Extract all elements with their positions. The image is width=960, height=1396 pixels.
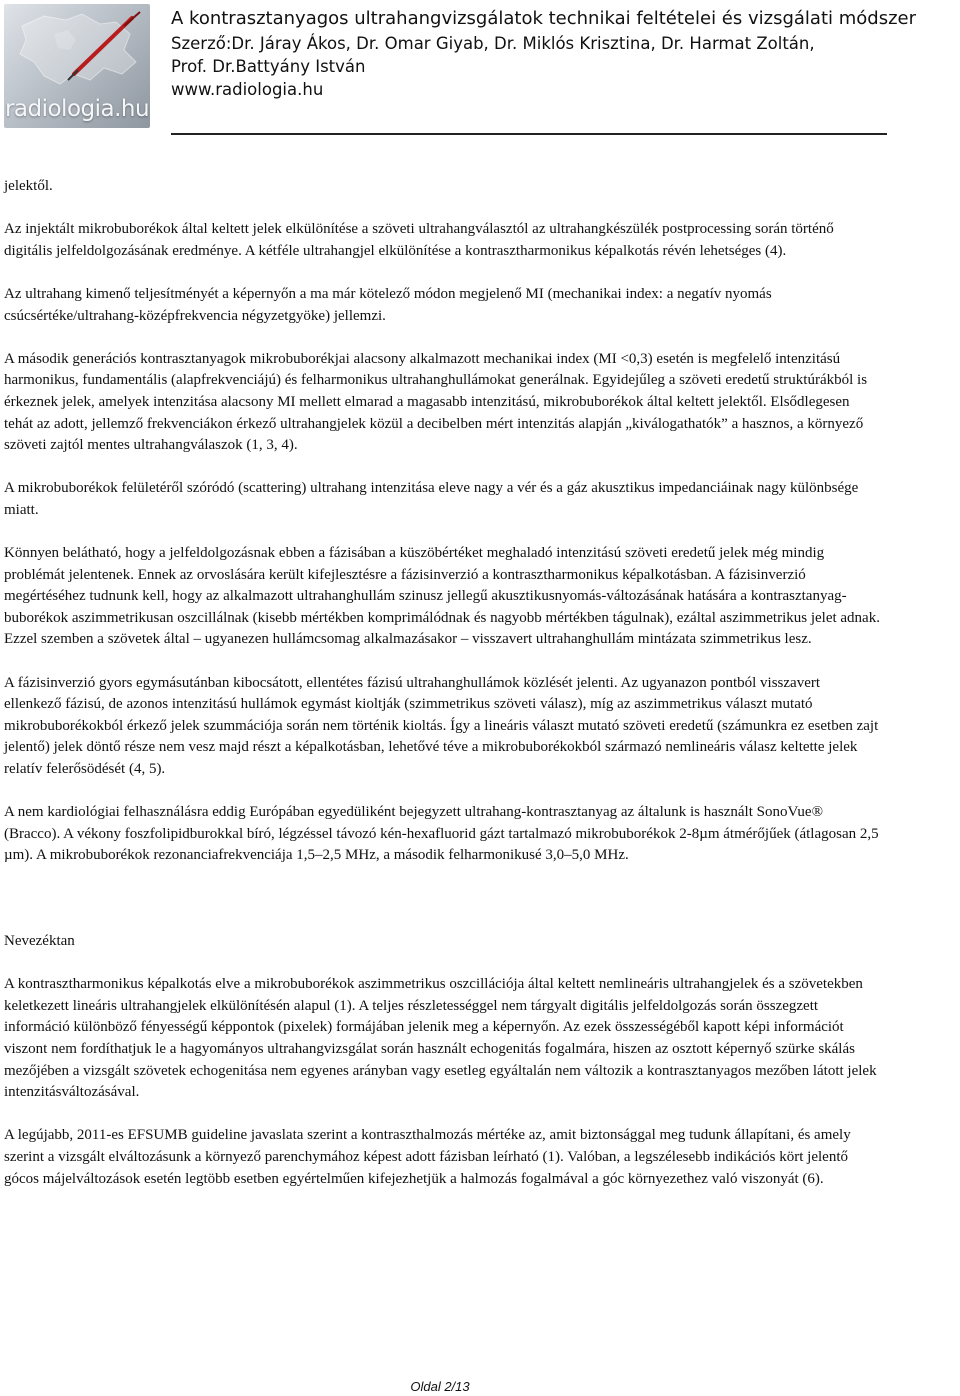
- paragraph: A mikrobuborékok felületéről szóródó (scattering) ultrahang intenzitása eleve nagy a vér és a gáz akusztikus impedanciáinak nagy különbsége miatt.: [4, 480, 859, 518]
- paragraph: A nem kardiológiai felhasználásra eddig Európában egyedüliként bejegyzett ultrahang-kontrasztanyag az általunk is használt SonoVue® (Bracco). A vékony foszfolipidburokkal bíró, légzéssel távozó kén-hexafluorid gázt tartalmazó mikrobuborékok 2-8µm átmérőjűek (átlagosan 2,5 µm). A mikrobuborékok rezonanciafrekvenciája 1,5–2,5 MHz, a második felharmonikusé 3,0–5,0 MHz.: [4, 804, 879, 864]
- page-header: [0, 0, 960, 140]
- logo-wordmark: radiologia.hu: [4, 96, 150, 122]
- header-text-block: [171, 6, 960, 101]
- document-title: A kontrasztanyagos ultrahangvizsgálatok technikai feltételei és vizsgálati módszer: [171, 8, 916, 29]
- authors-line: Szerző:Dr. Járay Ákos, Dr. Omar Giyab, Dr. Miklós Krisztina, Dr. Harmat Zoltán,: [171, 34, 815, 53]
- paragraph: A fázisinverzió gyors egymásutánban kibocsátott, ellentétes fázisú ultrahanghullámok közlését jelenti. Az ugyanazon pontból visszavert ellenkező fázisú, de azonos intenzitású hullámok egymást kioltják (szimmetrikus szöveti válasz), míg az aszimmetrikus választ mutató mikrobuborékokból érkező jelek szummációja során nem történik kioltás. Így a lineáris választ mutató szöveti eredetű (számunkra ez esetben zajt jelentő) jelek döntő része nem vesz majd részt a képalkotásban, lehetővé téve a mikrobuborékokból származó nemlineáris válasz keltette jelek relatív felerősödését (4, 5).: [4, 674, 879, 778]
- page-number: Oldal 2/13: [410, 1379, 470, 1394]
- header-divider: [171, 133, 887, 135]
- paragraph: Könnyen belátható, hogy a jelfeldolgozásnak ebben a fázisában a küszöbértéket meghaladó intenzitású szöveti eredetű jelek még mindig problémát jelentenek. Ennek az orvoslására került kifejlesztésre a fázisinverzió a kontrasztharmonikus képalkotásban. A fázisinverzió megértéséhez tudnunk kell, hogy az alkalmazott ultrahanghullám szinusz jellegű akusztikusnyomás-változásának hatására a kontrasztanyag-buborékok aszimmetrikusan oszcillálnak (kisebb mértékben komprimálódnak és nagyobb mértékben tágulnak), ezáltal aszimmetrikus jelet adnak. Ezzel szemben a szövetek által – ugyanezen hullámcsomag alkalmazásakor – visszavert ultrahanghullám mintázata szimmetrikus lesz.: [4, 545, 880, 648]
- paragraph: A legújabb, 2011-es EFSUMB guideline javaslata szerint a kontraszthalmozás mértéke az, amit biztonsággal meg tudunk állapítani, és amely szerint a vizsgált elváltozásunk a környező parenchymához képest adott fázisban leírható (1). Valóban, a legszélesebb indikációs kört jelentő gócos májelváltozások esetén legtöbb esetben egyértelműen kifejezhetjük a halmozás fogalmával a góc környezethez való viszonyát (6).: [4, 1127, 851, 1187]
- website-link[interactable]: www.radiologia.hu: [171, 80, 324, 99]
- paragraph: Az injektált mikrobuborékok által keltett jelek elkülönítése a szöveti ultrahangválasztól az ultrahangkészülék postprocessing során történő digitális jelfeldolgozásának eredménye. A kétféle ultrahangjel elkülönítése a kontrasztharmonikus képalkotás révén lehetséges (4).: [4, 221, 834, 259]
- paragraph: Az ultrahang kimenő teljesítményét a képernyőn a ma már kötelező módon megjelenő MI (mechanikai index: a negatív nyomás csúcsértéke/ultrahang-középfrekvencia négyzetgyöke) jellemzi.: [4, 285, 772, 324]
- paragraph: jelektől.: [4, 178, 53, 194]
- article-body: [4, 176, 880, 1212]
- paragraph: A kontrasztharmonikus képalkotás elve a mikrobuborékok aszimmetrikus oszcillációja által keltett nemlineáris ultrahangjelek és a szövetekben keletkezett lineáris ultrahangjelek elkülönítésén alapul (1). A teljes részletességgel nem tárgyalt digitális jelfeldolgozás során összegzett információ különböző fényességű képpontok (pixelek) formájában jelenik meg a képernyőn. Az ezek összességéből kapott képi információt viszont nem fordíthatjuk le a hagyományos ultrahangvizsgálat során használt echogenitás fogalmára, hiszen az osztott képernyő szürke skálás mezőjében a vizsgált szövetek echogenitása nem egyenes arányban vagy esetleg egyáltalán nem változik a kontrasztanyagos mezőben látott jelek intenzitásváltozásával.: [4, 976, 877, 1101]
- authors-line-continued: Prof. Dr.Battyány István: [171, 57, 366, 76]
- paragraph: A második generációs kontrasztanyagok mikrobuborékjai alacsony alkalmazott mechanikai index (MI <0,3) esetén is megfelelő intenzitású harmonikus, fundamentális (alapfrekvenciájú) és felharmonikus ultrahanghullámokat generálnak. Egyidejűleg a szöveti eredetű struktúrákból is érkeznek jelek, amelyek intenzitása alacsony MI mellett elmarad a magasabb intenzitású, mikrobuborékok által keltett jelektől. Elsődlegesen tehát az adott, jellemző frekvenciákon érkező ultrahangjelek közül a decibelben mért intenzitás alapján „kiválogathatók” a hasznos, a környező szöveti zajtól mentes ultrahangválaszok (1, 3, 4).: [4, 350, 868, 454]
- section-heading: Nevezéktan: [4, 933, 75, 949]
- radiologia-logo: [4, 4, 150, 128]
